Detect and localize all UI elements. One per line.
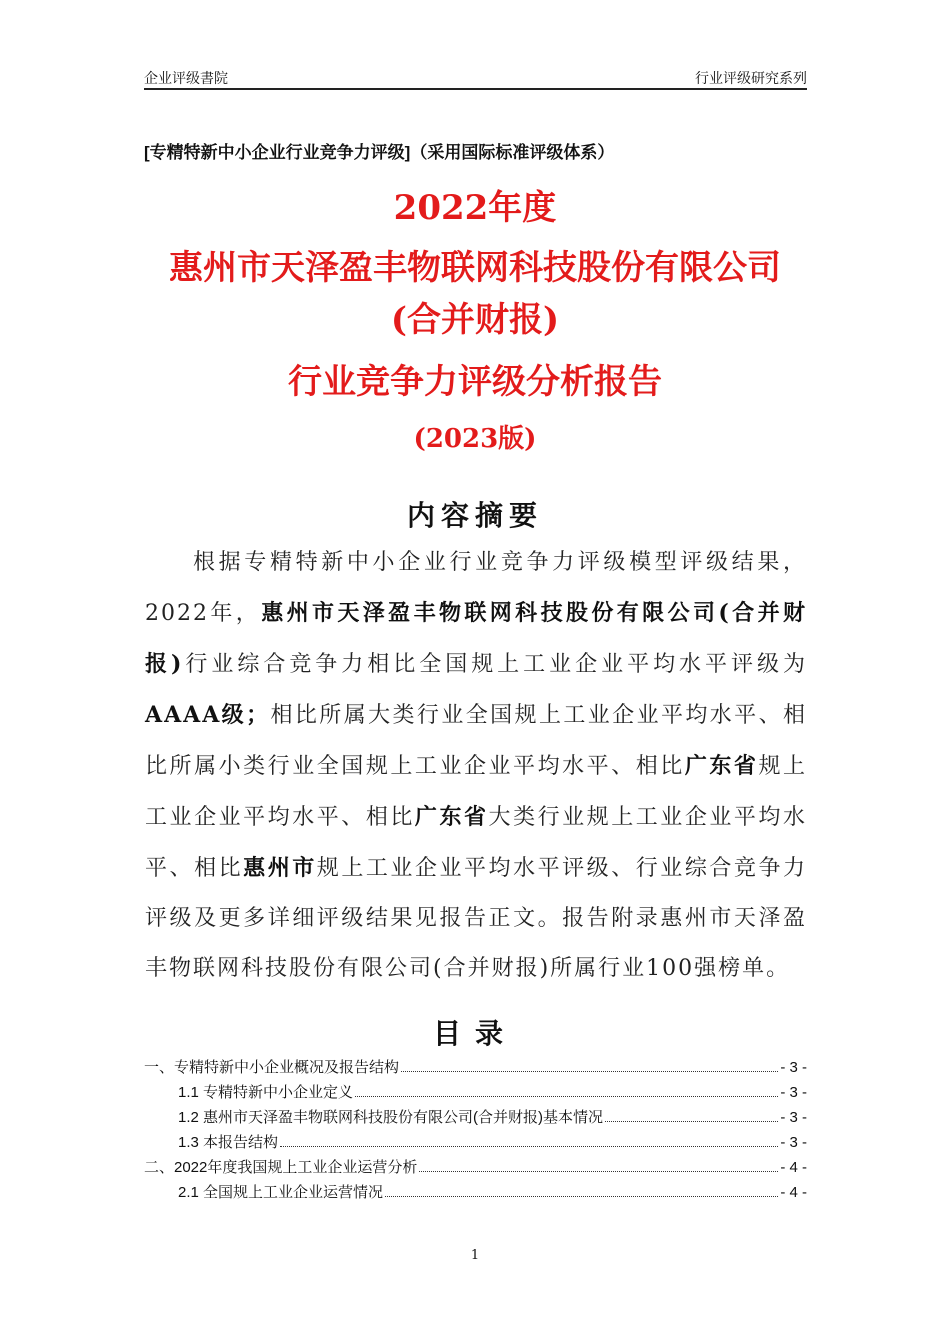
tagline: [专精特新中小企业行业竞争力评级]（采用国际标准评级体系） <box>144 143 615 162</box>
abstract-segment: 相比所属大类行业全国规上工业企业平均水平、相比所属小类行业全国规上工业企业平均水平、相比 <box>145 703 807 779</box>
abstract-segment: AAAA级； <box>145 702 271 728</box>
abstract-segment: 大类行业规上工业企业平均水平、相比 <box>145 805 807 881</box>
toc-leader <box>401 1071 778 1072</box>
table-of-contents <box>144 1056 807 1206</box>
toc-label: 1.3 本报告结构 <box>178 1134 279 1151</box>
abstract-segment: 规上工业企业平均水平、相比 <box>145 754 807 830</box>
toc-entry[interactable] <box>144 1081 807 1106</box>
page-number: 1 <box>470 1248 480 1263</box>
toc-leader <box>355 1096 778 1097</box>
toc-page: - 4 - <box>780 1159 807 1176</box>
toc-entry[interactable] <box>144 1056 807 1081</box>
toc-entry[interactable] <box>144 1106 807 1131</box>
toc-entry[interactable] <box>144 1181 807 1206</box>
abstract-segment: 惠州市 <box>243 855 317 881</box>
title-edition: (2023版) <box>413 424 537 454</box>
toc-label: 一、专精特新中小企业概况及报告结构 <box>144 1059 400 1076</box>
toc-entry[interactable] <box>144 1131 807 1156</box>
abstract-segment: 根据专精特新中小企业行业竞争力评级模型评级结果，2022年， <box>145 550 807 626</box>
toc-label: 1.2 惠州市天泽盈丰物联网科技股份有限公司(合并财报)基本情况 <box>178 1109 604 1126</box>
toc-leader <box>605 1121 778 1122</box>
title-report: 行业竞争力评级分析报告 <box>288 362 662 402</box>
title-year: 2022年度 <box>393 188 557 228</box>
header-right: 行业评级研究系列 <box>695 70 807 86</box>
toc-heading: 目录 <box>432 1018 517 1049</box>
title-company: 惠州市天泽盈丰物联网科技股份有限公司 <box>169 248 781 288</box>
toc-page: - 3 - <box>780 1134 807 1151</box>
toc-page: - 4 - <box>780 1184 807 1201</box>
header-left: 企业评级書院 <box>144 70 228 86</box>
toc-leader <box>385 1196 778 1197</box>
abstract-segment: 惠州市天泽盈丰物联网科技股份有限公司(合并财报) <box>145 600 807 677</box>
abstract-body <box>145 538 807 994</box>
toc-label: 二、2022年度我国规上工业企业运营分析 <box>144 1159 418 1176</box>
abstract-segment: 行业综合竞争力相比全国规上工业企业平均水平评级为 <box>183 652 807 677</box>
page-header <box>144 68 807 90</box>
abstract-segment: 规上工业企业平均水平评级、行业综合竞争力评级及更多详细评级结果见报告正文。报告附录惠州市天泽盈丰物联网科技股份有限公司(合并财报)所属行业100强榜单。 <box>145 856 807 981</box>
toc-label: 2.1 全国规上工业企业运营情况 <box>178 1184 384 1201</box>
abstract-segment: 广东省 <box>414 804 489 830</box>
abstract-segment: 广东省 <box>684 753 759 779</box>
toc-page: - 3 - <box>780 1059 807 1076</box>
toc-leader <box>280 1146 778 1147</box>
title-scope: (合并财报) <box>390 300 560 340</box>
toc-leader <box>419 1171 778 1172</box>
toc-page: - 3 - <box>780 1109 807 1126</box>
abstract-heading: 内容摘要 <box>406 500 543 531</box>
toc-label: 1.1 专精特新中小企业定义 <box>178 1084 354 1101</box>
toc-page: - 3 - <box>780 1084 807 1101</box>
toc-entry[interactable] <box>144 1156 807 1181</box>
